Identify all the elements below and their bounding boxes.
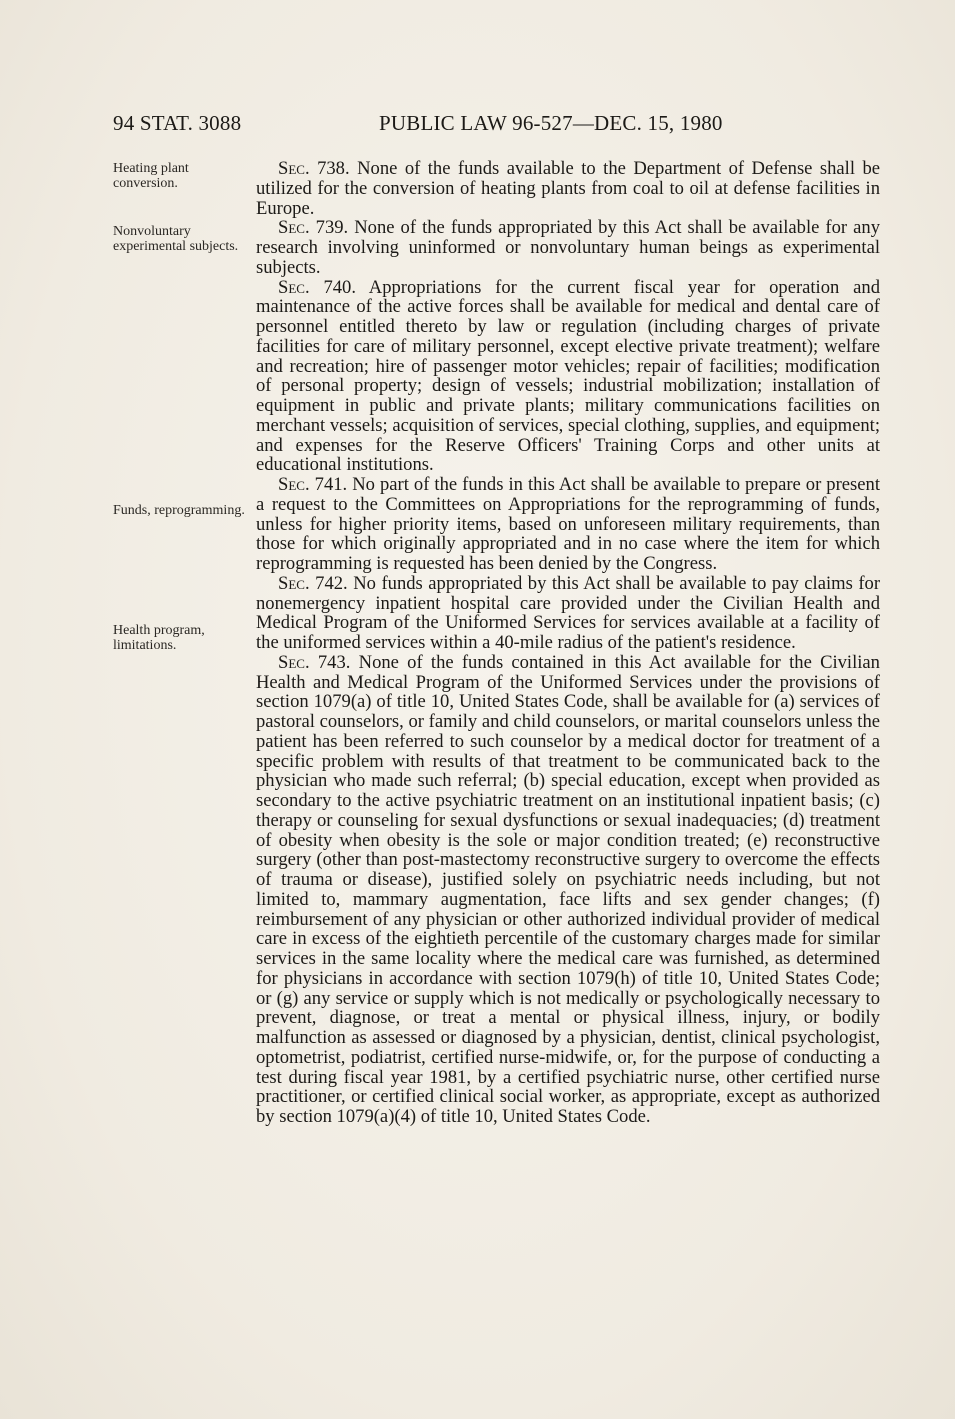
section-label: Sec. bbox=[278, 276, 310, 298]
section-number: 741. bbox=[314, 474, 348, 495]
section-text: None of the funds available to the Department of Defense shall be utilized for the conversion of heating plants from coal to oil at defense facilities in Europe. bbox=[256, 158, 881, 219]
public-law-title: PUBLIC LAW 96-527—DEC. 15, 1980 bbox=[379, 111, 723, 135]
margin-note-heating-plant: Heating plant conversion. bbox=[113, 161, 189, 191]
section-label: Sec. bbox=[278, 572, 310, 594]
section-742 bbox=[256, 574, 880, 653]
section-number: 743. bbox=[317, 651, 351, 673]
page-header bbox=[113, 111, 883, 141]
section-label: Sec. bbox=[278, 217, 310, 239]
section-text: None of the funds appropriated by this Act shall be available for any research involving uninformed or nonvoluntary human beings as experimental subjects. bbox=[256, 217, 880, 278]
section-number: 739. bbox=[315, 217, 349, 239]
margin-note-health-program: Health program, limitations. bbox=[113, 623, 205, 653]
section-text: No part of the funds in this Act shall be available to prepare or present a request to the Committees on Appropriations for the reprogramming of funds, unless for higher priority items, based on unforeseen military requirements, than those for which originally appropriated and in no case where the item for which reprogramming is requested has been denied by the Congress. bbox=[256, 474, 880, 574]
section-741 bbox=[256, 475, 880, 574]
section-label: Sec. bbox=[278, 474, 310, 495]
law-body-text bbox=[256, 159, 880, 1127]
statute-page-number: 94 STAT. 3088 bbox=[113, 111, 242, 135]
section-text: None of the funds contained in this Act available for the Civilian Health and Medical Program of the Uniformed Services under the provisions of section 1079(a) of title 10, United States Code, shall be available for (a) services of pastoral counselors, or family and child counselors, or marital counselors unless the patient has been referred to such counselor by a medical doctor for treatment of a specific problem with results of that treatment to be communicated back to the physician who made such referral; (b) special education, except when provided as secondary to the active psychiatric treatment on an institutional inpatient basis; (c) therapy or counseling for sexual dysfunctions or sexual inadequacies; (d) treatment of obesity when obesity is the sole or major condition treated; (e) reconstructive surgery (other than post-mastectomy reconstructive surgery to overcome the effects of trauma or disease), justified solely on psychiatric needs including, but not limited to, mammary augmentation, face lifts and sex gender changes; (f) reimbursement of any physician or other authorized individual provider of medical care in excess of the eightieth percentile of the customary charges made for similar services in the same locality where the medical care was furnished, as determined for physicians in accordance with section 1079(h) of title 10, United States Code; or (g) any service or supply which is not medically or psychologically necessary to prevent, diagnose, or treat a mental or physical illness, injury, or bodily malfunction as assessed or diagnosed by a physician, dentist, clinical psychologist, optometrist, podiatrist, certified nurse-midwife, or, for the purpose of conducting a test during fiscal year 1981, by a certified psychiatric nurse, other certified nurse practitioner, or certified clinical social worker, as appropriate, except as authorized by section 1079(a)(4) of title 10, United States Code. bbox=[256, 651, 880, 1127]
section-text: No funds appropriated by this Act shall be available to pay claims for nonemergency inpatient hospital care provided under the Civilian Health and Medical Program of the Uniformed Services for services available at a facility of the uniformed services within a 40-mile radius of the patient's residence. bbox=[256, 572, 881, 653]
section-number: 740. bbox=[323, 276, 356, 298]
section-number: 738. bbox=[317, 158, 350, 179]
margin-note-funds-reprogramming: Funds, reprogramming. bbox=[113, 503, 245, 518]
section-label: Sec. bbox=[278, 158, 310, 179]
section-text: Appropriations for the current fiscal year for operation and maintenance of the active forces shall be available for medical and dental care of personnel entitled thereto by law or regulation (including charges of private facilities for care of military personnel, except elective private treatment); welfare and recreation; hire of passenger motor vehicles; repair of facilities; modification of personal property; design of vessels; industrial mobilization; installation of equipment in public and private plants; military communications facilities on merchant vessels; acquisition of services, special clothing, supplies, and equipment; and expenses for the Reserve Officers' Training Corps and other units at educational institutions. bbox=[256, 276, 880, 476]
margin-note-nonvoluntary: Nonvoluntary experimental subjects. bbox=[113, 224, 239, 254]
section-738 bbox=[256, 159, 880, 218]
section-740 bbox=[256, 278, 880, 476]
section-label: Sec. bbox=[278, 651, 310, 673]
section-number: 742. bbox=[315, 572, 348, 594]
section-743 bbox=[256, 653, 880, 1127]
section-739 bbox=[256, 218, 880, 277]
